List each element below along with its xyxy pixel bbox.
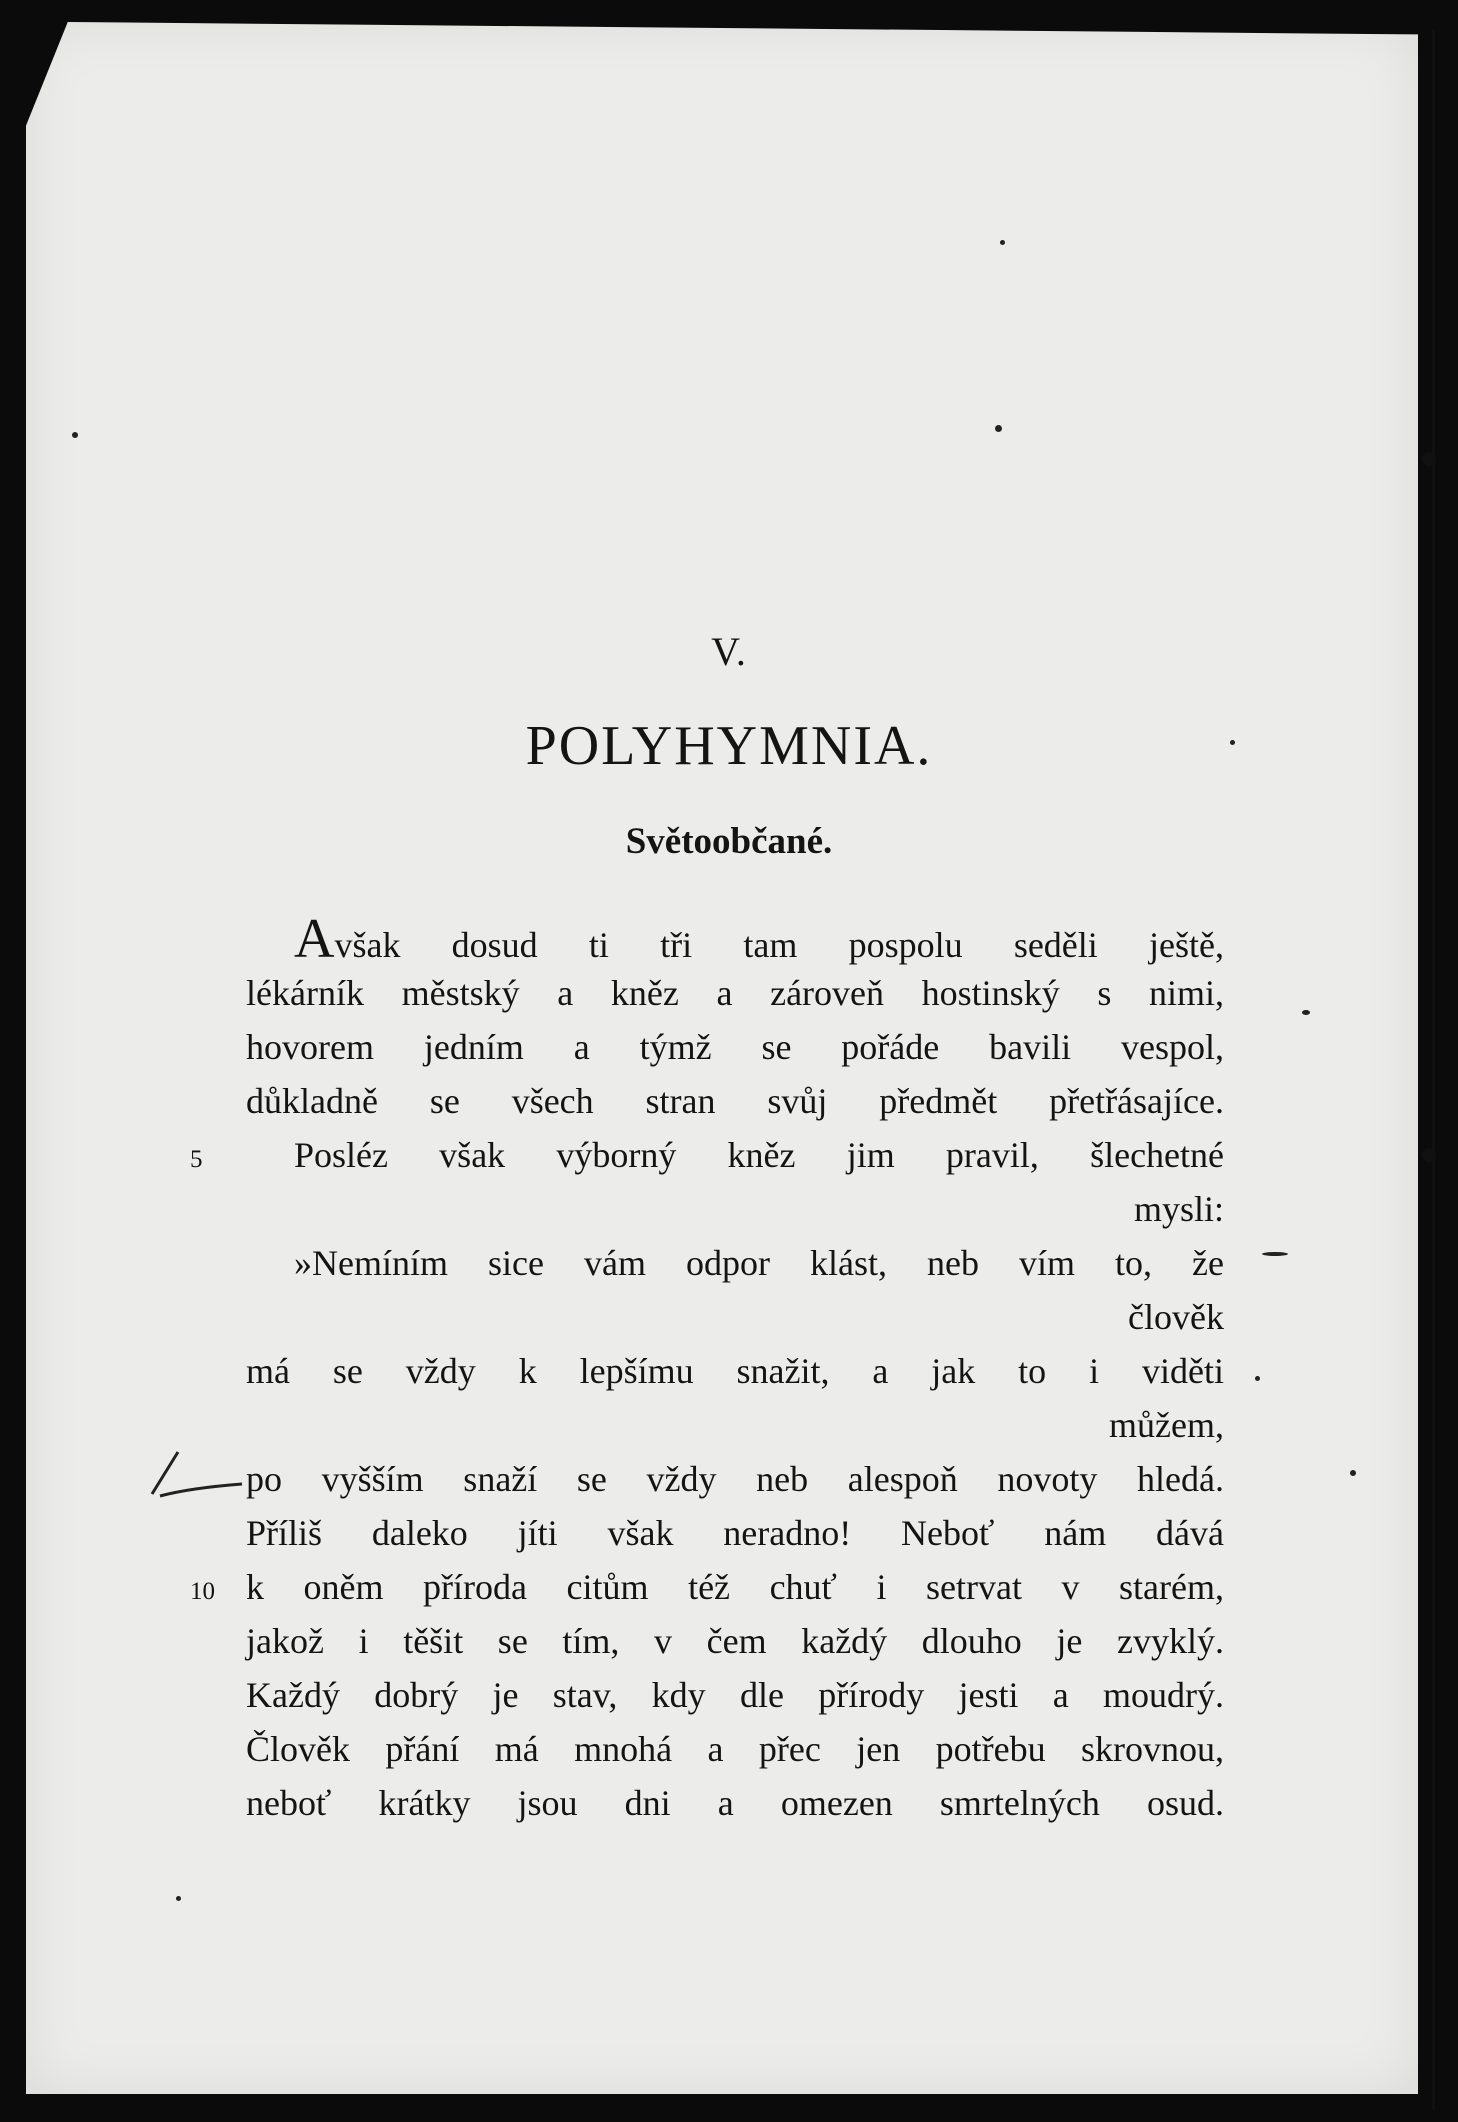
verse-line: po vyšším snaží se vždy neb alespoň novoty hledá. (246, 1459, 1224, 1499)
verse-line-continuation: mysli: (1133, 1189, 1224, 1229)
binding-edge (1432, 30, 1435, 2110)
chapter-number: V. (711, 629, 747, 674)
verse-line: Člověk přání má mnohá a přec jen potřebu skrovnou, (246, 1729, 1224, 1769)
verse-line: Posléz však výborný kněz jim pravil, šlechetné (294, 1135, 1224, 1175)
verse-line: důkladně se všech stran svůj předmět přetřásajíce. (246, 1081, 1224, 1121)
verse-line: lékárník městský a kněz a zároveň hostinský s nimi, (246, 973, 1224, 1013)
binding-pin (1422, 1148, 1436, 1162)
scan-speck (1350, 1470, 1356, 1476)
scan-speck (1255, 1376, 1260, 1381)
scan-speck (176, 1896, 181, 1901)
line-number: 10 (190, 1578, 215, 1605)
binding-pin (1422, 452, 1436, 466)
verse-line-continuation: člověk (1128, 1297, 1224, 1337)
pencil-mark-icon (150, 1438, 245, 1508)
verse-line: hovorem jedním a týmž se pořáde bavili vespol, (246, 1027, 1224, 1067)
section-subtitle: Světoobčané. (625, 821, 833, 862)
verse-line: k oněm příroda citům též chuť i setrvat v starém, (246, 1567, 1224, 1607)
chapter-title: POLYHYMNIA. (525, 715, 933, 777)
scan-speck (995, 425, 1002, 432)
verse-line-continuation: můžem, (1109, 1405, 1224, 1445)
verse-line: Příliš daleko jíti však neradno! Neboť nám dává (246, 1513, 1224, 1553)
line-number: 5 (190, 1146, 203, 1173)
verse-line: Každý dobrý je stav, kdy dle přírody jesti a moudrý. (246, 1675, 1224, 1715)
verse-line: Avšak dosud ti tři tam pospolu seděli ještě, (294, 908, 1224, 970)
verse-line: neboť krátky jsou dni a omezen smrtelných osud. (246, 1783, 1224, 1823)
verse-line: má se vždy k lepšímu snažit, a jak to i viděti (246, 1351, 1224, 1391)
scan-speck (1230, 740, 1235, 745)
scan-speck (1262, 1252, 1288, 1256)
verse-line: jakož i těšit se tím, v čem každý dlouho je zvyklý. (246, 1621, 1224, 1661)
verse-body (246, 908, 1224, 1830)
scan-speck (1302, 1010, 1310, 1015)
verse-line: »Nemíním sice vám odpor klást, neb vím to, že (294, 1243, 1224, 1283)
scan-speck (72, 432, 78, 438)
scan-speck (1000, 240, 1005, 245)
